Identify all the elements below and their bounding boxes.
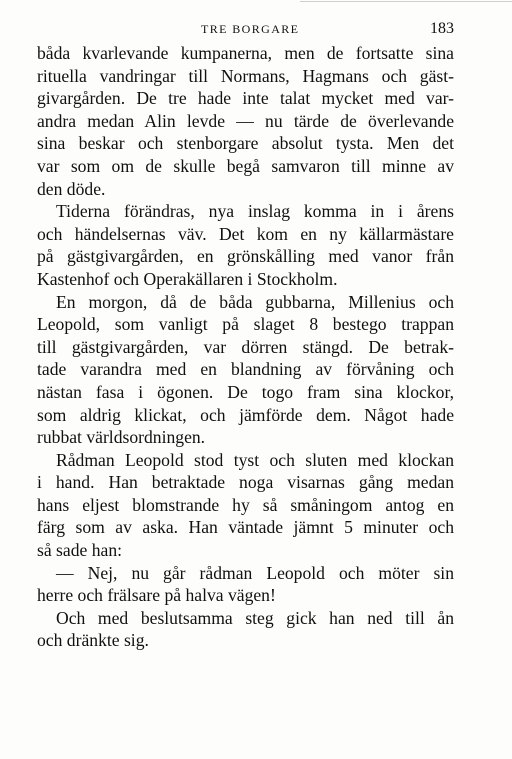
text-line: nästan fasa i ögonen. De togo fram sina klockor,	[37, 381, 454, 402]
text-line: Kastenhof och Operakällaren i Stockholm.	[37, 268, 338, 289]
page-header	[36, 19, 454, 39]
body-text	[37, 42, 454, 652]
text-line: hans eljest blomstrande hy så småningom antog en	[37, 494, 454, 515]
text-line: andra medan Alin levde — nu tärde de överlevande	[37, 110, 454, 131]
text-line: En morgon, då de båda gubbarna, Millenius och	[56, 291, 454, 312]
text-line: Rådman Leopold stod tyst och sluten med klockan	[56, 449, 454, 470]
text-line: rubbat världsordningen.	[37, 427, 206, 448]
page-number: 183	[430, 20, 454, 37]
text-line: till gästgivargården, var dörren stängd. De betrak-	[37, 336, 454, 357]
text-line: var som om de skulle begå samvaron till minne av	[37, 155, 454, 176]
text-line: på gästgivargården, en grönskålling med vanor från	[37, 246, 454, 267]
text-line: och händelsernas väv. Det kom en ny källarmästare	[37, 223, 454, 244]
text-line: och dränkte sig.	[37, 630, 149, 651]
text-line: sina beskar och stenborgare absolut tysta. Men det	[37, 133, 454, 154]
scan-edge-line	[300, 1, 512, 2]
text-line: — Nej, nu går rådman Leopold och möter sin	[56, 562, 454, 583]
text-line: båda kvarlevande kumpanerna, men de fortsatte sina	[37, 43, 454, 63]
text-line: Leopold, som vanligt på slaget 8 bestego trappan	[37, 314, 454, 335]
text-line: Tiderna förändras, nya inslag komma in i årens	[56, 201, 454, 222]
text-line: givargården. De tre hade inte talat mycket med var-	[37, 88, 454, 109]
text-line: Och med beslutsamma steg gick han ned till ån	[56, 607, 454, 628]
text-line: i hand. Han betraktade noga visarnas gång medan	[37, 472, 454, 493]
running-title: TRE BORGARE	[201, 22, 300, 36]
text-line: så sade han:	[37, 540, 123, 561]
text-line: färg som av aska. Han väntade jämnt 5 minuter och	[37, 517, 454, 538]
text-line: som aldrig klickat, och jämförde dem. Något hade	[37, 404, 454, 425]
text-line: rituella vandringar till Normans, Hagmans och gäst-	[37, 65, 454, 86]
text-line: tade varandra med en blandning av förvåning och	[37, 359, 454, 380]
text-line: den döde.	[37, 178, 106, 199]
text-line: herre och frälsare på halva vägen!	[37, 585, 276, 606]
